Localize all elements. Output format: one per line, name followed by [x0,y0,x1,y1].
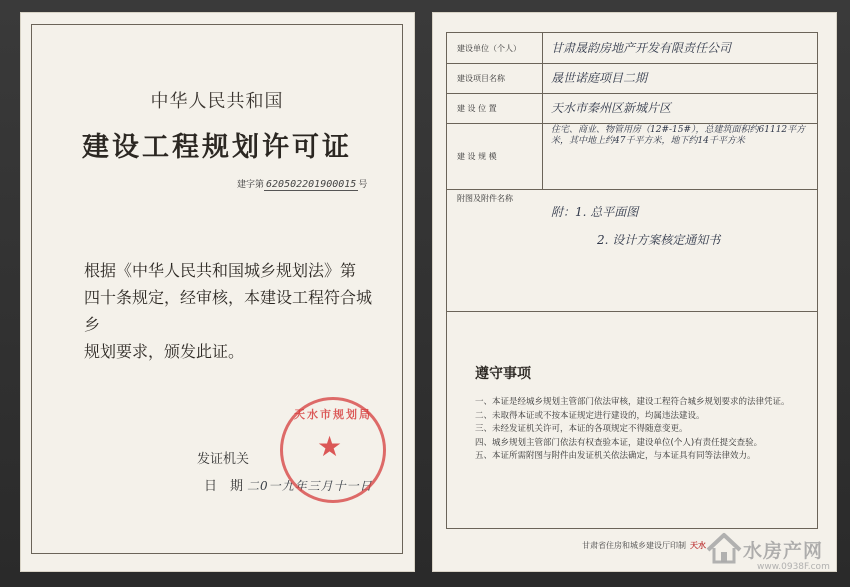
date-value: 二0一九年三月十一日 [247,479,373,493]
notice-item: 四、城乡规划主管部门依法有权查验本证，建设单位(个人)有责任提交查验。 [475,437,763,448]
star-icon: ★ [317,430,343,463]
left-page-frame [31,24,403,554]
certificate-body [84,257,384,365]
notice-title: 遵守事项 [475,366,531,382]
row-value: 住宅、商业、物管用房（12#-15#），总建筑面积约61112平方米，其中地上约47千平方米，地下约14千平方米 [551,125,806,146]
row-label: 建 设 规 模 [447,123,543,189]
details-table [446,32,818,529]
table-row [447,123,817,190]
certificate-right-page [432,12,837,572]
cert-no-label: 建字第 [237,179,265,189]
attachment-line: 附：1. 总平面图 [551,205,639,219]
table-row [447,63,817,94]
notice-item: 二、未取得本证或不按本证规定进行建设的，均属违法建设。 [475,410,705,421]
house-logo-icon [705,530,743,566]
footer-mark: 天水 [690,541,706,550]
notice-item: 五、本证所需附图与附件由发证机关依法确定，与本证具有同等法律效力。 [475,451,756,461]
footer-text: 甘肃省住房和城乡建设厅印制 [582,541,686,550]
notice-item: 一、本证是经城乡规划主管部门依法审核，建设工程符合城乡规划要求的法律凭证。 [475,397,790,407]
row-label: 建设单位（个人） [447,33,543,63]
row-label: 建 设 位 置 [447,93,543,123]
row-value: 甘肃晟韵房地产开发有限责任公司 [551,40,732,55]
watermark-url: www.0938F.com [757,562,830,572]
certificate-left-page [20,12,415,572]
body-line: 四十条规定，经审核，本建设工程符合城乡 [84,288,373,334]
cert-no-value: 620502201900015 [266,179,357,190]
body-line: 根据《中华人民共和国城乡规划法》第 [84,261,357,280]
seal-text: 天水市规划局 [294,408,372,421]
printer-footer [582,540,706,551]
certificate-title: 建设工程规划许可证 [82,132,352,163]
watermark-text: 水房产网 [743,540,824,562]
issuer-label: 发证机关 [197,452,250,467]
notice-list [475,396,800,464]
row-label: 附图及附件名称 [457,194,513,203]
country-name: 中华人民共和国 [150,91,284,112]
notice-item: 三、未经发证机关许可，本证的各项规定不得随意变更。 [475,424,688,434]
body-line: 规划要求，颁发此证。 [84,342,245,361]
attachment-line: 2. 设计方案核定通知书 [597,233,721,247]
official-seal [280,397,386,503]
row-value: 晟世诺庭项目二期 [551,70,648,85]
date-label: 日 期 [204,479,244,494]
cert-no-suffix: 号 [358,179,368,189]
site-watermark [705,530,845,580]
table-row [447,189,817,312]
row-value: 天水市秦州区新城片区 [551,100,672,115]
table-row [447,33,817,64]
table-row [447,93,817,124]
row-label: 建设项目名称 [447,63,543,93]
certificate-number [237,177,367,190]
